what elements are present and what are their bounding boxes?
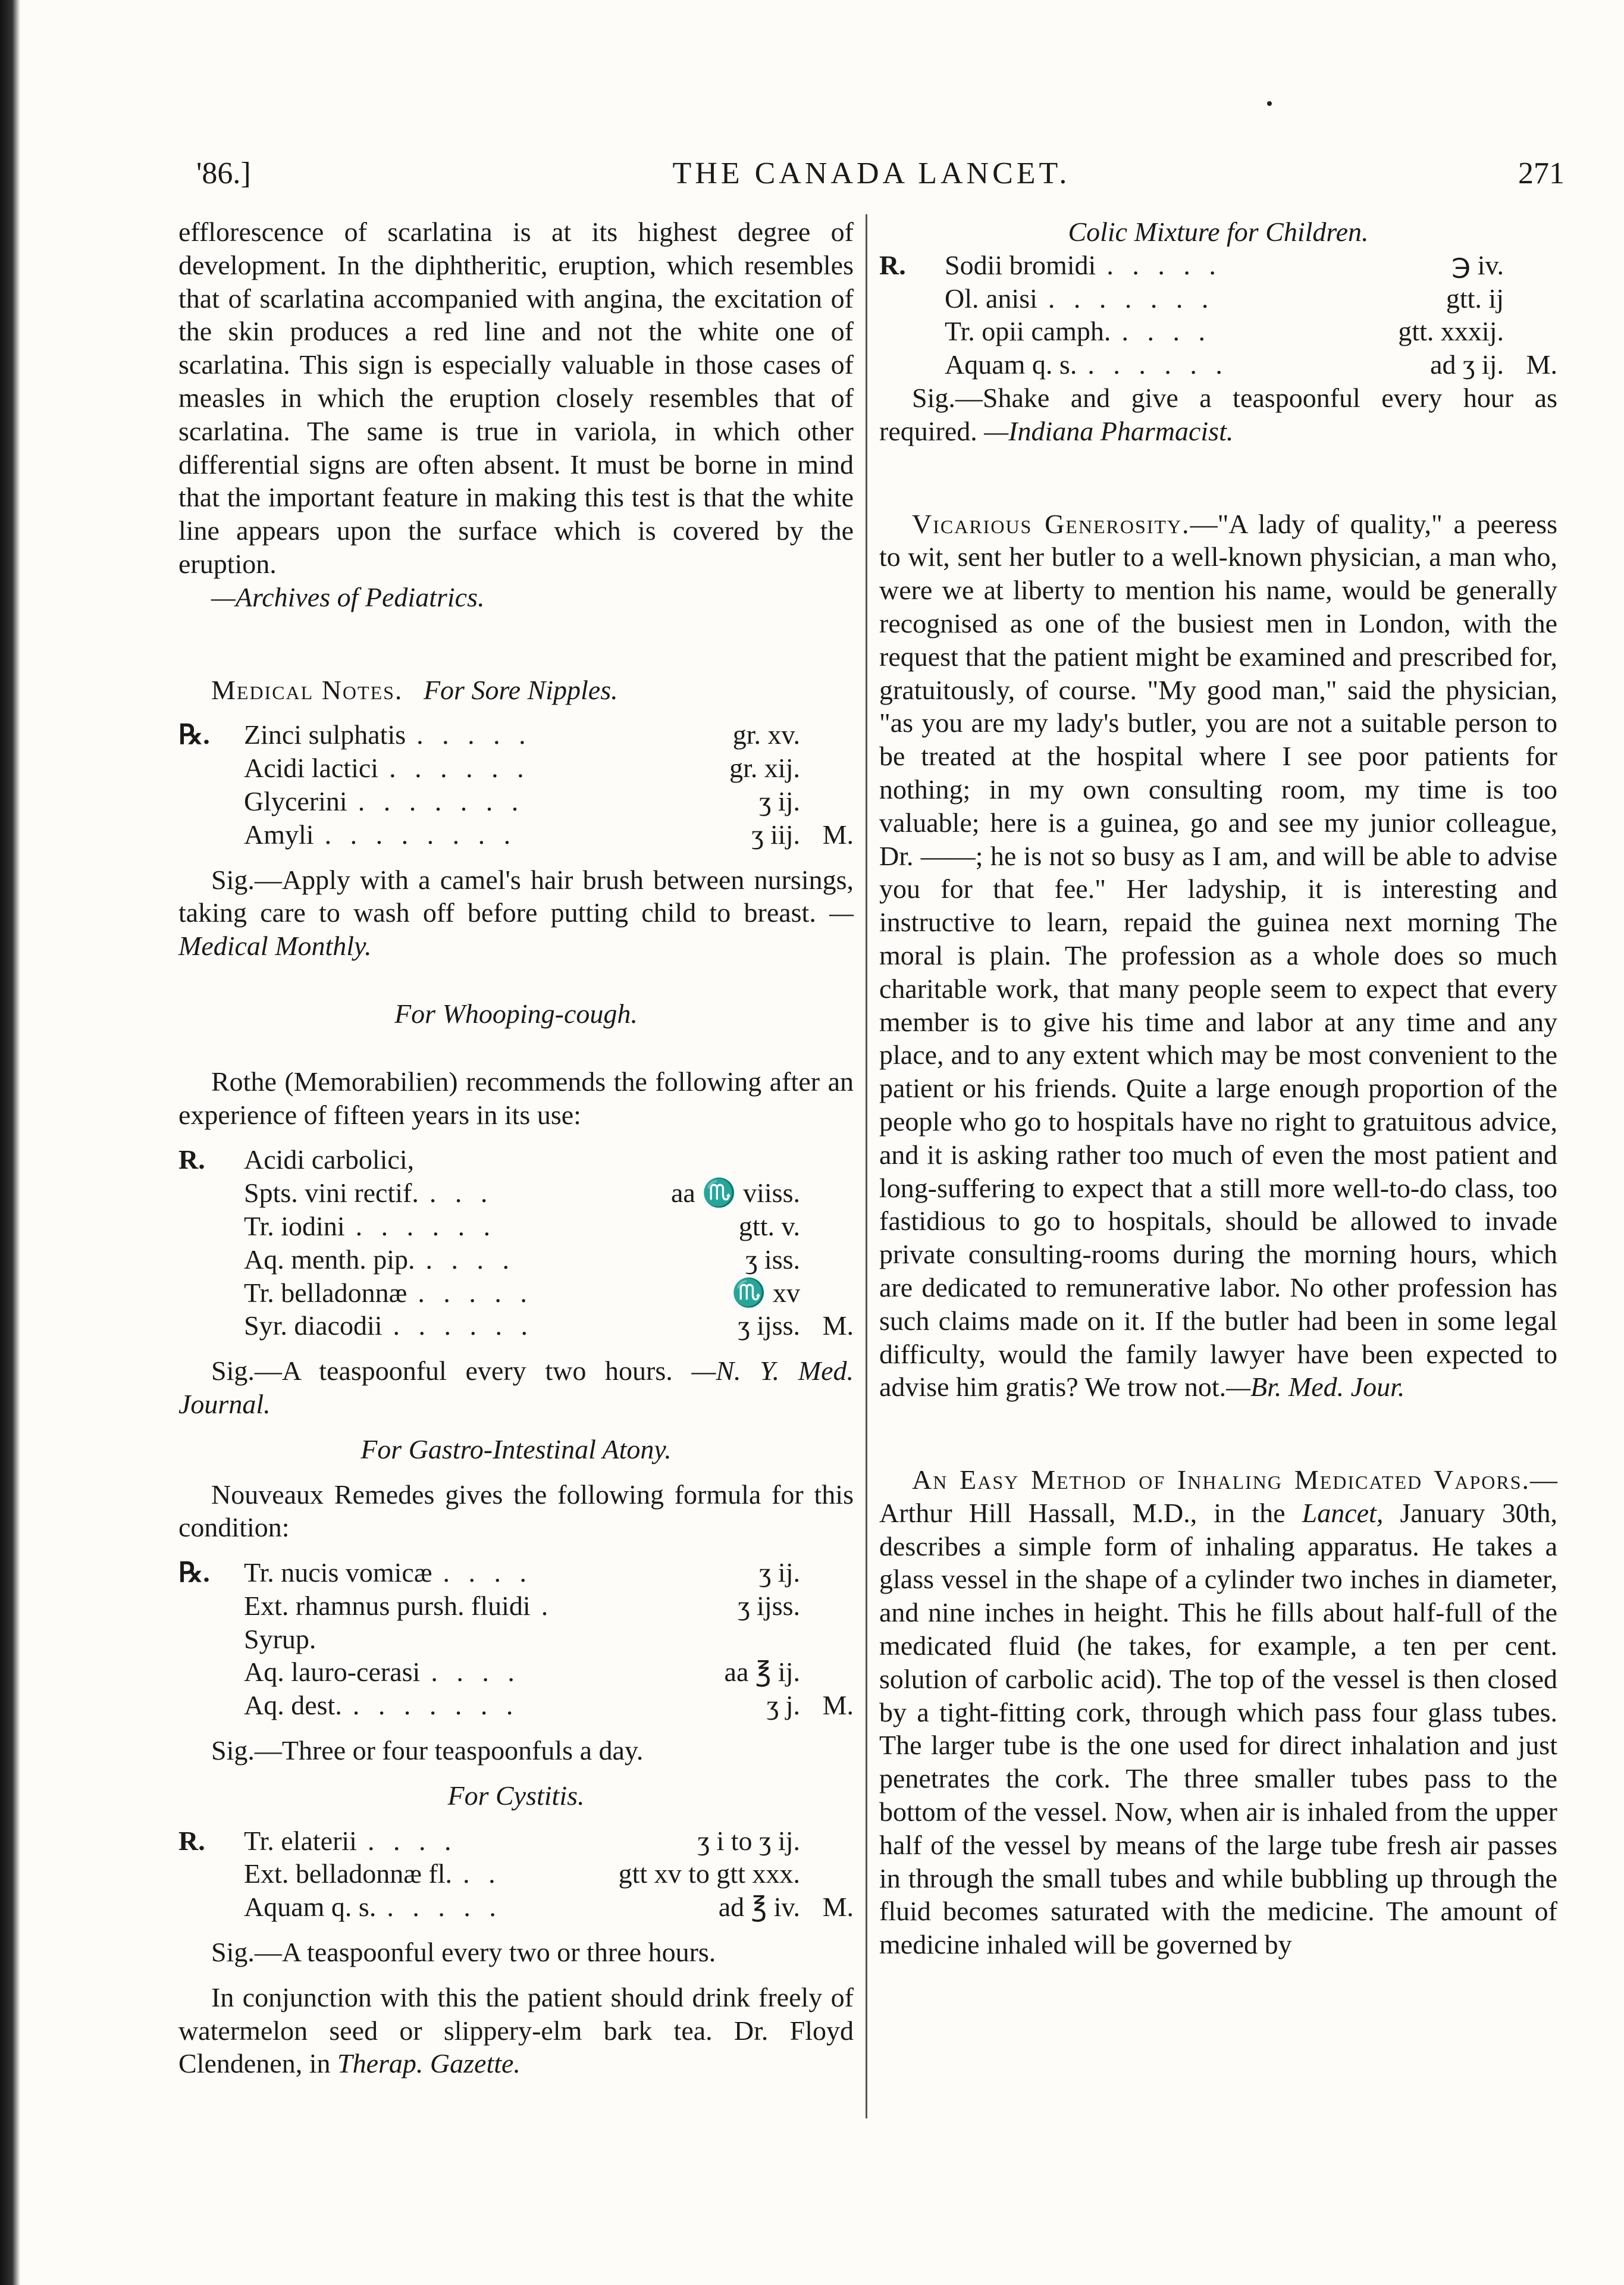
binding-edge (0, 0, 20, 2285)
rx-misce (1510, 249, 1557, 282)
prescription-row (178, 1857, 854, 1890)
rx-amount: aa ♏ viiss. (671, 1178, 800, 1209)
rx-misce: M. (822, 819, 854, 850)
closing-text: In conjunction with this the patient should drink freely of watermelon seed or slippery-elm bark tea. Dr. Floyd Clendenen, in (178, 1982, 854, 2079)
prescription-cystitis (178, 1824, 854, 1924)
rx-ingredient: Tr. iodini (244, 1210, 345, 1241)
rx-dots: . . . . . . . (358, 785, 525, 816)
vicarious-source: —Br. Med. Jour. (1226, 1372, 1405, 1403)
prescription-colic (879, 249, 1557, 381)
rx-misce (806, 1589, 854, 1623)
rx-dots: . (541, 1590, 554, 1621)
cystitis-sig: Sig.—A teaspoonful every two or three hours. (211, 1937, 716, 1968)
rx-symbol: R. (178, 1825, 205, 1856)
rx-ingredient: Acidi lactici (244, 753, 379, 784)
medical-notes-heading-line (178, 674, 854, 707)
rx-symbol (178, 785, 238, 818)
rx-dots: . . . . (443, 1557, 533, 1588)
sore-nipples-subheading: For Sore Nipples. (423, 674, 618, 705)
scarlatina-source: —Archives of Pediatrics. (211, 581, 485, 612)
inhaling-heading: An Easy Method of Inhaling Medicated Vapors. (912, 1464, 1530, 1495)
rx-misce (806, 785, 854, 818)
inhaling-lancet: Lancet, (1302, 1497, 1384, 1528)
rx-dots: . . . . . (416, 719, 532, 750)
rx-ingredient: Aq. lauro-cerasi (244, 1657, 421, 1688)
whooping-cough-intro: Rothe (Memorabilien) recommends the following after an experience of fifteen years in its use: (178, 1066, 854, 1130)
rx-misce (806, 1176, 854, 1210)
rx-ingredient: Amyli (244, 819, 314, 850)
rx-ingredient: Ol. anisi (945, 283, 1037, 314)
prescription-row (879, 348, 1557, 381)
prescription-sore-nipples (178, 718, 854, 851)
prescription-row (178, 785, 854, 818)
vicarious-article (879, 508, 1557, 1404)
vicarious-heading: Vicarious Generosity. (912, 508, 1190, 539)
column-divider (866, 214, 867, 2118)
left-column (178, 215, 854, 2080)
rx-misce: M. (822, 1310, 854, 1341)
prescription-row (178, 1890, 854, 1924)
prescription-whooping-cough (178, 1143, 854, 1342)
rx-dots: . . . . . . (355, 1210, 497, 1241)
rx-symbol (178, 1689, 238, 1722)
rx-symbol (178, 818, 238, 852)
cystitis-subheading: For Cystitis. (447, 1780, 585, 1811)
ink-speck (1267, 101, 1272, 106)
rx-ingredient: Aq. dest. (244, 1690, 342, 1721)
rx-dots: . . . . . (418, 1277, 533, 1308)
prescription-row (178, 718, 854, 752)
rx-dots: . . . (429, 1178, 494, 1209)
rx-symbol (879, 348, 939, 381)
prescription-row (178, 1176, 854, 1210)
rx-ingredient: Syr. diacodii (244, 1310, 383, 1341)
header-year: '86.] (196, 156, 251, 190)
rx-misce (806, 1276, 854, 1310)
rx-symbol (178, 1276, 238, 1310)
inhaling-body-1: —Arthur Hill Hassall, M.D., in the (879, 1464, 1557, 1528)
rx-misce (806, 718, 854, 752)
rx-amount: ʒ ij. (759, 785, 800, 816)
scarlatina-paragraph: efflorescence of scarlatina is at its highest degree of development. In the diphtheritic, eruption, which resembles that of scarlatina accompanied with angina, the excitation of the skin produces a red line and not the white one of scarlatina. This sign is especially valuable in those cases of measles in which the eruption closely resembles that of scarlatina. The same is true in variola, in which other differential signs are often absent. It must be borne in mind that the important feature in making this test is that the white line appears upon the surface which is covered by the eruption. (178, 217, 854, 579)
rx-dots: . . . . (1121, 316, 1211, 347)
prescription-row (178, 1210, 854, 1243)
rx-amount: ad ʒ ij. (1430, 349, 1504, 380)
rx-ingredient: Tr. opii camph. (945, 316, 1111, 347)
rx-amount: ʒ i to ʒ ij. (697, 1825, 800, 1856)
rx-symbol (879, 282, 939, 315)
rx-ingredient: Zinci sulphatis (244, 719, 406, 750)
rx-ingredient: Sodii bromidi (945, 249, 1096, 280)
rx-amount: ℈ iv. (1451, 249, 1504, 280)
rx-symbol (178, 1243, 238, 1276)
prescription-row (178, 1309, 854, 1342)
whooping-cough-sig (178, 1354, 854, 1421)
prescription-row (178, 1143, 854, 1176)
rx-dots: . . . . . . . (352, 1690, 519, 1721)
rx-dots: . . . . . . . (1048, 283, 1215, 314)
journal-title: THE CANADA LANCET. (672, 156, 1071, 190)
inhaling-body-2: January 30th, describes a simple form of inhaling apparatus. He takes a glass vessel in the shape of a cylinder two inches in diameter, and nine inches in height. This he fills about half-full of the medicated fluid (he takes, for example, a ten per cent. solution of carbolic acid). The top of the vessel is then closed by a tight-fitting cork, through which pass four glass tubes. The larger tube is the one used for direct inhalation and just penetrates the cork. The three smaller tubes pass to the bottom of the vessel. Now, when air is inhaled from the upper half of the vessel by means of the large tube fresh air passes in through the small tubes and while bubbling up through the fluid becomes saturated with the medicine. The amount of medicine inhaled will be governed by (879, 1497, 1557, 1960)
rx-ingredient: Tr. elaterii (244, 1825, 357, 1856)
whooping-cough-subheading: For Whooping-cough. (394, 998, 638, 1029)
rx-symbol: ℞. (178, 1557, 210, 1588)
gastro-intro: Nouveaux Remedes gives the following formula for this condition: (178, 1479, 854, 1543)
rx-amount (793, 1143, 800, 1176)
rx-misce (806, 1857, 854, 1890)
rx-misce (806, 1243, 854, 1276)
rx-ingredient: Ext. rhamnus pursh. fluidi (244, 1590, 531, 1621)
sig-text: Sig.—Shake and give a teaspoonful every hour as required. (879, 382, 1557, 446)
rx-misce (806, 1556, 854, 1589)
rx-misce: M. (822, 1690, 854, 1721)
rx-amount: aa ℥ ij. (724, 1657, 800, 1688)
rx-amount: gtt. v. (738, 1210, 800, 1241)
rx-ingredient: Aq. menth. pip. (244, 1244, 415, 1275)
rx-dots: . . . . (367, 1825, 457, 1856)
rx-amount: gtt xv to gtt xxx. (618, 1858, 800, 1889)
rx-amount (793, 1623, 800, 1656)
page-header (178, 156, 1565, 198)
rx-amount: ʒ ijss. (738, 1590, 800, 1621)
sig-text: Sig.—Apply with a camel's hair brush between nursings, taking care to wash off before putting child to breast. (178, 864, 854, 928)
right-column (879, 215, 1557, 1961)
rx-misce: M. (822, 1892, 854, 1923)
rx-symbol (178, 1176, 238, 1210)
rx-misce (806, 1655, 854, 1689)
rx-ingredient: Tr. nucis vomicæ (244, 1557, 432, 1588)
rx-symbol (178, 1309, 238, 1342)
rx-dots: . . . . . . . . (324, 819, 517, 850)
rx-dots: . . . . . (1106, 249, 1222, 280)
rx-ingredient: Acidi carbolici, (244, 1144, 415, 1175)
sig-source: —Medical Monthly. (178, 897, 854, 962)
rx-symbol (178, 1655, 238, 1689)
rx-amount: ʒ iij. (751, 819, 800, 850)
rx-ingredient: Spts. vini rectif. (244, 1178, 419, 1209)
rx-dots (414, 1143, 425, 1176)
rx-symbol (178, 1210, 238, 1243)
closing-paragraph (178, 1981, 854, 2080)
rx-symbol (879, 315, 939, 348)
sig-source: —Indiana Pharmacist. (984, 415, 1234, 446)
prescription-row (879, 282, 1557, 315)
rx-misce (806, 1623, 854, 1656)
rx-ingredient: Glycerini (244, 785, 347, 816)
rx-symbol: R. (178, 1144, 205, 1175)
gastro-sig: Sig.—Three or four teaspoonfuls a day. (211, 1735, 644, 1766)
rx-dots: . . . . . . (389, 753, 530, 784)
prescription-row (178, 1824, 854, 1858)
rx-misce: M. (1526, 349, 1557, 380)
rx-amount: ad ℥ iv. (718, 1892, 800, 1923)
prescription-row (178, 1655, 854, 1689)
prescription-gastro (178, 1556, 854, 1722)
page-number: 271 (1518, 156, 1565, 190)
sig-source: —N. Y. Med. Journal. (178, 1356, 854, 1419)
rx-ingredient: Ext. belladonnæ fl. (244, 1858, 453, 1889)
rx-dots (316, 1623, 327, 1656)
rx-symbol (178, 1890, 238, 1924)
rx-amount: ʒ ijss. (738, 1310, 800, 1341)
rx-amount: gr. xij. (729, 753, 800, 784)
prescription-row (178, 1689, 854, 1722)
sig-text: Sig.—A teaspoonful every two hours. (211, 1356, 673, 1386)
colic-subheading: Colic Mixture for Children. (1068, 217, 1369, 247)
sore-nipples-sig (178, 863, 854, 963)
rx-misce (1510, 315, 1557, 348)
rx-ingredient: Aquam q. s. (244, 1892, 377, 1923)
rx-ingredient: Aquam q. s. (945, 349, 1077, 380)
rx-ingredient: Tr. belladonnæ (244, 1277, 407, 1308)
medical-notes-heading: Medical Notes. (211, 674, 403, 705)
rx-symbol: ℞. (178, 719, 210, 750)
rx-amount: gtt. ij (1446, 283, 1504, 314)
rx-amount: ʒ j. (766, 1690, 800, 1721)
rx-misce (806, 752, 854, 785)
rx-symbol (178, 1623, 238, 1656)
rx-amount: ʒ ij. (759, 1557, 800, 1588)
rx-symbol: R. (879, 249, 906, 280)
rx-symbol (178, 1857, 238, 1890)
prescription-row (879, 249, 1557, 282)
rx-symbol (178, 1589, 238, 1623)
rx-dots: . . . . (431, 1657, 521, 1688)
rx-symbol (178, 752, 238, 785)
rx-amount: gr. xv. (732, 719, 800, 750)
inhaling-article (879, 1463, 1557, 1961)
rx-dots: . . . . . . (1087, 349, 1228, 380)
rx-dots: . . . . (425, 1244, 515, 1275)
rx-dots: . . . . . (387, 1892, 502, 1923)
prescription-row (178, 752, 854, 785)
vicarious-body: —"A lady of quality," a peeress to wit, sent her butler to a well-known physician, a man who, were we at liberty to mention his name, would be generally recognised as one of the busiest men in London, with the request that the patient might be examined and prescribed for, gratuitously, of course. "My good man," said the physician, "as you are my lady's butler, you are not a suitable person to be treated at the hospital where I see poor patients for nothing; in my own consulting room, my time is too valuable; here is a guinea, go and see my junior colleague, Dr. ——; he is not so busy as I am, and will be able to advise you for that fee." Her ladyship, it is interesting and instructive to learn, repaid the guinea next morning The moral is plain. The profession as a whole does so much charitable work, that many people seem to expect that every member is to give his time and labor at any time and any place, and to any extent which may be most convenient to the patient or his friends. Quite a large enough proportion of the people who go to hospitals have no right to gratuitous advice, and it is asking rather too much of even the most patient and long-suffering to expect that a still more well-to-do class, too fastidious to go to hospitals, should be allowed to invade private consulting-rooms during the morning hours, which are dedicated to remunerative labor. No other profession has such claims made on it. If the butler had been in some legal difficulty, would the family lawyer have been expected to advise him gratis? We trow not. (879, 508, 1557, 1403)
prescription-row (178, 1589, 854, 1623)
gastro-subheading: For Gastro-Intestinal Atony. (360, 1433, 672, 1464)
rx-ingredient: Syrup. (244, 1623, 316, 1654)
rx-dots: . . . . . . (393, 1310, 534, 1341)
colic-sig (879, 381, 1557, 448)
rx-amount: ʒ iss. (745, 1244, 800, 1275)
closing-source: Therap. Gazette. (337, 2048, 521, 2079)
prescription-row (178, 1276, 854, 1310)
rx-dots: . . (463, 1858, 501, 1889)
prescription-row (178, 1243, 854, 1276)
rx-misce (1510, 282, 1557, 315)
prescription-row (178, 818, 854, 852)
rx-misce (806, 1824, 854, 1858)
rx-misce (806, 1210, 854, 1243)
rx-amount: ♏ xv (732, 1277, 800, 1308)
rx-amount: gtt. xxxij. (1398, 316, 1504, 347)
prescription-row (879, 315, 1557, 348)
prescription-row (178, 1556, 854, 1589)
prescription-row (178, 1623, 854, 1656)
rx-misce (806, 1143, 854, 1176)
